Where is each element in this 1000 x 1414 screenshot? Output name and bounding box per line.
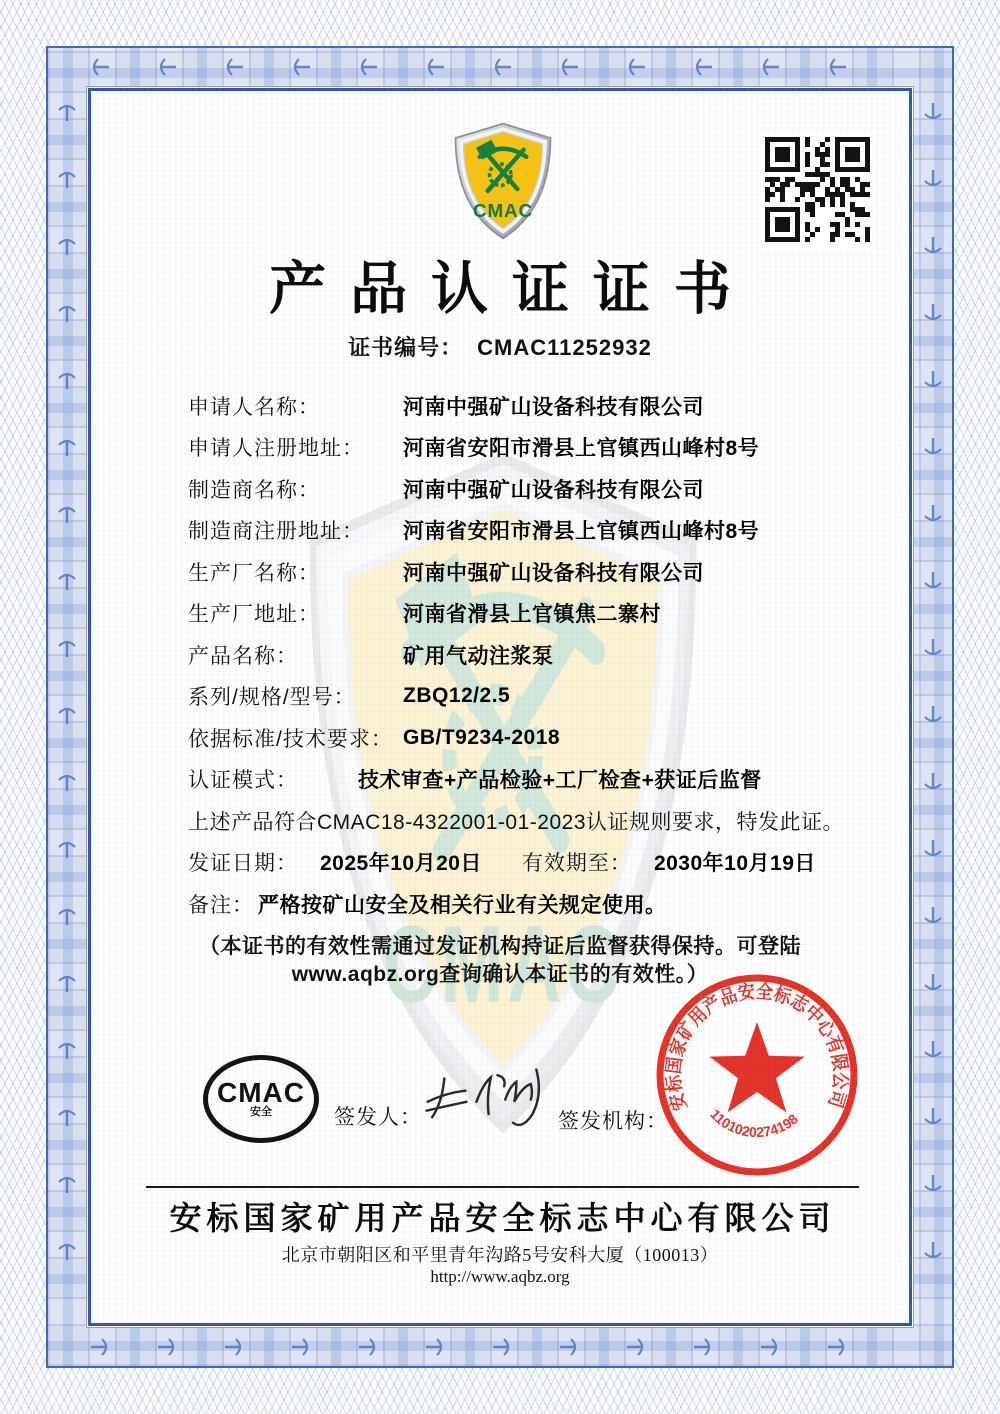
field-value: 技术审查+产品检验+工厂检查+获证后监督 (358, 769, 762, 793)
cmac-safety-mark (203, 1055, 319, 1143)
field-label: 制造商注册地址： (188, 520, 364, 544)
field-row-applicant-name (188, 385, 894, 427)
validity-note-line1: （本证书的有效性需通过发证机构持证后监督获得保持。可登陆 (199, 935, 801, 958)
cmac-shield-logo (449, 121, 557, 241)
field-label: 系列/规格/型号： (188, 686, 356, 710)
field-row-factory-address (188, 593, 894, 635)
field-value: 河南中强矿山设备科技有限公司 (403, 478, 704, 502)
field-label: 制造商名称： (188, 478, 320, 502)
dates-row (188, 842, 894, 884)
issuer-label: 签发机构： (558, 1110, 668, 1133)
conformity-statement (188, 800, 894, 842)
certificate-title: 产品认证证书 (269, 258, 755, 321)
field-value: GB/T9234-2018 (403, 725, 561, 749)
issuing-organization-address: 北京市朝阳区和平里青年沟路5号安科大厦（100013） (281, 1245, 719, 1265)
field-label: 申请人注册地址： (188, 437, 364, 461)
field-label: 申请人名称： (188, 395, 320, 419)
remark-label: 备注： (188, 893, 254, 917)
remark-value: 严格按矿山安全及相关行业有关规定使用。 (258, 893, 667, 917)
field-value: 河南中强矿山设备科技有限公司 (403, 395, 704, 419)
certificate-content (88, 88, 912, 1326)
field-value: 矿用气动注浆泵 (403, 644, 554, 668)
remark-row (188, 883, 894, 925)
issue-date-value: 2025年10月20日 (320, 852, 482, 876)
qr-code (761, 133, 874, 251)
cmac-safety-mark-sub: 安全 (250, 1106, 272, 1118)
field-row-manufacturer-name (188, 468, 894, 510)
stamp-star (709, 1022, 804, 1113)
field-row-standard (188, 717, 894, 759)
issue-date-label: 发证日期： (188, 852, 298, 876)
signer-label: 签发人： (334, 1106, 422, 1129)
field-label: 产品名称： (188, 644, 298, 668)
stamp-number: 1101020274198 (707, 1106, 801, 1141)
issuer-signature (421, 1055, 543, 1133)
issuing-organization-name: 安标国家矿用产品安全标志中心有限公司 (169, 1200, 836, 1236)
field-label: 依据标准/技术要求： (188, 727, 393, 751)
field-row-product-name (188, 634, 894, 676)
certificate-number-line (91, 331, 909, 362)
field-value: 河南省滑县上官镇焦二寨村 (403, 603, 661, 627)
cmac-safety-mark-text: CMAC (217, 1077, 305, 1108)
field-row-certification-mode (188, 759, 894, 801)
field-label: 认证模式： (188, 769, 298, 793)
svg-text:1101020274198 (707, 1106, 801, 1140)
certificate-number-label: 证书编号： (348, 335, 464, 360)
valid-until-label: 有效期至： (521, 852, 632, 876)
field-label: 生产厂地址： (188, 603, 320, 627)
field-value: 河南省安阳市滑县上官镇西山峰村8号 (403, 437, 760, 461)
qr-code-image (765, 137, 870, 242)
field-value: 河南省安阳市滑县上官镇西山峰村8号 (403, 520, 760, 544)
field-row-manufacturer-address (188, 510, 894, 552)
valid-until-value: 2030年10月19日 (653, 852, 816, 876)
field-row-factory-name (188, 551, 894, 593)
field-value: 河南中强矿山设备科技有限公司 (403, 561, 704, 585)
issuing-organization-url: http://www.aqbz.org (430, 1267, 570, 1286)
footer-divider (146, 1186, 859, 1188)
field-label: 生产厂名称： (188, 561, 320, 585)
stamp-ring-text: 安标国家矿用产品安全标志中心有限公司 (663, 981, 851, 1114)
certificate-fields (188, 385, 894, 925)
field-row-applicant-address (188, 427, 894, 469)
field-row-model (188, 676, 894, 718)
validity-note-line2: www.aqbz.org查询确认本证书的有效性。） (291, 963, 709, 986)
field-value: ZBQ12/2.5 (403, 684, 511, 708)
certificate-number-value: CMAC11252932 (477, 335, 652, 360)
conformity-statement-text: 上述产品符合CMAC18-4322001-01-2023认证规则要求，特发此证。 (188, 810, 844, 834)
official-red-stamp (651, 969, 863, 1181)
